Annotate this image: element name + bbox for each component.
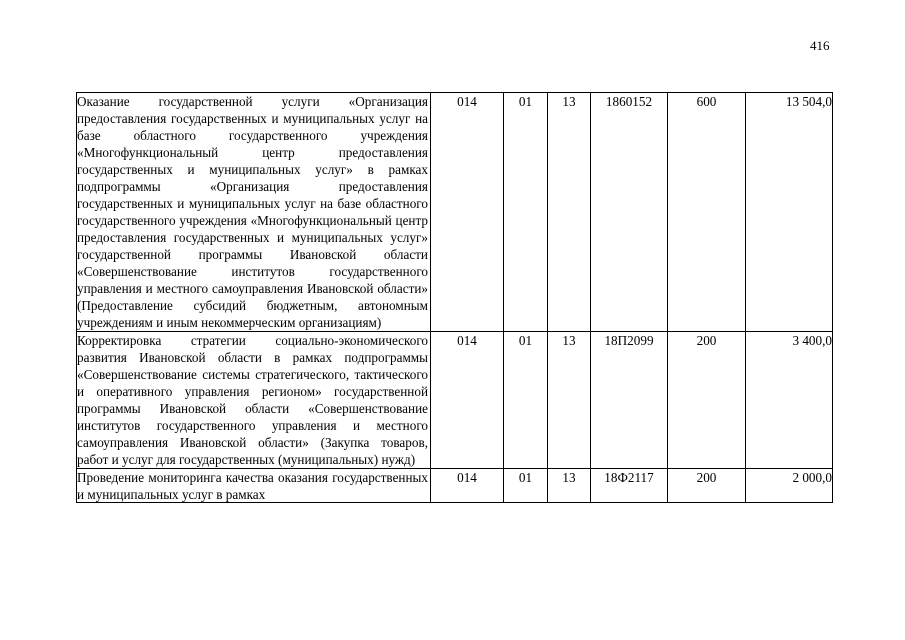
row-subsection: 13 [548,93,591,332]
budget-table [76,92,833,503]
row-description: Корректировка стратегии социально-экономического развития Ивановской области в рамках подпрограммы «Совершенствование системы стратегического, тактического и оперативного управления регионом» государственной программы Ивановской области «Совершенствование институтов государственного управления и местного самоуправления Ивановской области» (Закупка товаров, работ и услуг для государственных (муниципальных) нужд) [77,332,431,469]
row-description-text: Проведение мониторинга качества оказания государственных и муниципальных услуг в рамках [77,470,428,502]
row-amount: 13 504,0 [746,93,833,332]
row-target: 18П2099 [591,332,668,469]
row-description [77,469,431,503]
row-section: 01 [504,332,548,469]
row-subsection: 13 [548,332,591,469]
row-description: Оказание государственной услуги «Организация предоставления государственных и муниципальных услуг на базе областного государственного учреждения «Многофункциональный центр предоставления государственных и муниципальных услуг» в рамках подпрограммы «Организация предоставления государственных и муниципальных услуг на базе областного государственного учреждения «Многофункциональный центр предоставления государственных и муниципальных услуг» государственной программы Ивановской области «Совершенствование институтов государственного управления и местного самоуправления Ивановской области» (Предоставление субсидий бюджетным, автономным учреждениям и иным некоммерческим организациям) [77,93,431,332]
row-code: 014 [431,332,504,469]
table-row [77,93,833,332]
row-amount: 2 000,0 [746,469,833,503]
row-subsection: 13 [548,469,591,503]
row-section: 01 [504,469,548,503]
row-expense-type: 600 [668,93,746,332]
row-code: 014 [431,469,504,503]
table-row [77,469,833,503]
row-expense-type: 200 [668,332,746,469]
page-number: 416 [810,38,830,53]
row-amount: 3 400,0 [746,332,833,469]
row-target: 18Ф2117 [591,469,668,503]
row-section: 01 [504,93,548,332]
row-expense-type: 200 [668,469,746,503]
table-row [77,332,833,469]
row-target: 1860152 [591,93,668,332]
row-code: 014 [431,93,504,332]
